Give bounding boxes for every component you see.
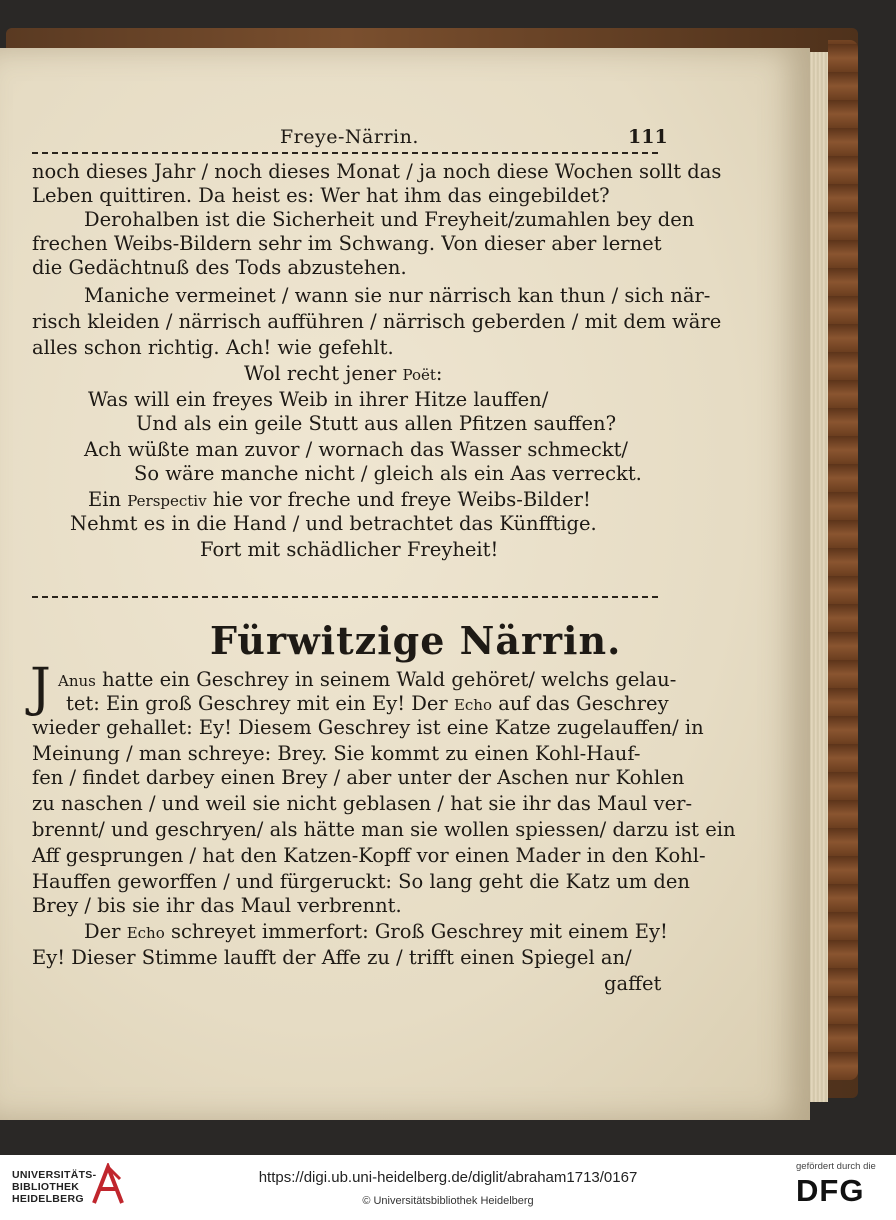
page-text — [0, 48, 810, 1120]
poem-line: Ach wüßte man zuvor / wornach das Wasser schmeckt/ — [84, 438, 629, 461]
text-line — [84, 920, 668, 945]
first-line-small: Anus — [58, 672, 96, 690]
poem-line: Was will ein freyes Weib in ihrer Hitze lauffen/ — [88, 388, 549, 411]
text-line: Ey! Dieser Stimme laufft der Affe zu / trifft einen Spiegel an/ — [32, 946, 632, 969]
text-line: fen / findet darbey einen Brey / aber unter der Aschen nur Kohlen — [32, 766, 685, 789]
logo-line: BIBLIOTHEK — [12, 1181, 80, 1193]
poem-line: Und als ein geile Stutt aus allen Pfitzen sauffen? — [136, 412, 617, 435]
section-title: Fürwitzige Närrin. — [210, 618, 622, 663]
text-line — [66, 692, 669, 717]
text-line: zu naschen / und weil sie nicht geblasen / hat sie ihr das Maul ver- — [32, 792, 693, 815]
text-line: frechen Weibs-Bildern sehr im Schwang. Von dieser aber lernet — [32, 232, 662, 255]
text-line: die Gedächtnuß des Tods abzustehen. — [32, 256, 407, 279]
header-rule — [32, 152, 658, 154]
poem-line: Fort mit schädlicher Freyheit! — [200, 538, 499, 561]
text-line: Aff gesprungen / hat den Katzen-Kopff vor einen Mader in den Kohl- — [32, 844, 706, 867]
copyright-notice: © Universitätsbibliothek Heidelberg — [362, 1195, 534, 1207]
text-line — [58, 668, 676, 693]
line2-pre: tet: Ein groß Geschrey mit ein Ey! Der — [66, 692, 448, 715]
section-rule — [32, 596, 658, 598]
text-line: alles schon richtig. Ach! wie gefehlt. — [32, 336, 394, 359]
text-line: Hauffen geworffen / und fürgeruckt: So lang geht die Katz um den — [32, 870, 690, 893]
drop-cap: J — [30, 658, 51, 718]
poem-intro — [244, 362, 442, 387]
text-line: Derohalben ist die Sicherheit und Freyheit/zumahlen bey den — [84, 208, 695, 231]
text-line: noch dieses Jahr / noch dieses Monat / ja noch diese Wochen sollt das — [32, 160, 722, 183]
poem-line: So wäre manche nicht / gleich als ein Aas verreckt. — [134, 462, 642, 485]
permalink-url[interactable]: https://digi.ub.uni-heidelberg.de/diglit/abraham1713/0167 — [258, 1169, 638, 1186]
running-head: Freye-Närrin. — [280, 126, 419, 148]
page-number: 111 — [628, 126, 668, 148]
poem-line5-small: Perspectiv — [127, 492, 207, 510]
text-line: Maniche vermeinet / wann sie nur närrisch kan thun / sich när- — [84, 284, 711, 307]
line2-post: auf das Geschrey — [498, 692, 669, 715]
poem-intro-poet: Poët — [402, 366, 436, 384]
line11-pre: Der — [84, 920, 121, 943]
text-line: Meinung / man schreye: Brey. Sie kommt zu einen Kohl-Hauf- — [32, 742, 641, 765]
text-line: Leben quittiren. Da heist es: Wer hat ihm das eingebildet? — [32, 184, 610, 207]
text-line: risch kleiden / närrisch aufführen / närrisch geberden / mit dem wäre — [32, 310, 722, 333]
catchword: gaffet — [604, 972, 662, 995]
first-line-post: hatte ein Geschrey in seinem Wald gehöret/ welchs gelau- — [102, 668, 677, 691]
viewer-footer — [0, 1155, 896, 1220]
poem-line5-post: hie vor freche und freye Weibs-Bilder! — [212, 488, 591, 511]
line11-post: schreyet immerfort: Groß Geschrey mit einem Ey! — [170, 920, 668, 943]
poem-line-perspectiv — [88, 488, 591, 513]
text-line: Brey / bis sie ihr das Maul verbrennt. — [32, 894, 402, 917]
book-page — [0, 48, 810, 1120]
logo-line: UNIVERSITÄTS- — [12, 1169, 97, 1181]
poem-line5-pre: Ein — [88, 488, 122, 511]
funded-by-label: gefördert durch die — [796, 1161, 876, 1172]
text-line: brennt/ und geschryen/ als hätte man sie wollen spiessen/ darzu ist ein — [32, 818, 736, 841]
dfg-logo[interactable]: DFG — [796, 1173, 865, 1208]
poem-intro-post: : — [435, 362, 443, 385]
text-line: wieder gehallet: Ey! Diesem Geschrey ist eine Katze zugelauffen/ in — [32, 716, 704, 739]
poem-line: Nehmt es in die Hand / und betrachtet das Künfftige. — [70, 512, 597, 535]
logo-line: HEIDELBERG — [12, 1193, 84, 1205]
line11-echo: Echo — [126, 924, 165, 942]
echo-small: Echo — [453, 696, 492, 714]
poem-intro-pre: Wol recht jener — [244, 362, 397, 385]
book-spine-edge — [828, 40, 858, 1080]
